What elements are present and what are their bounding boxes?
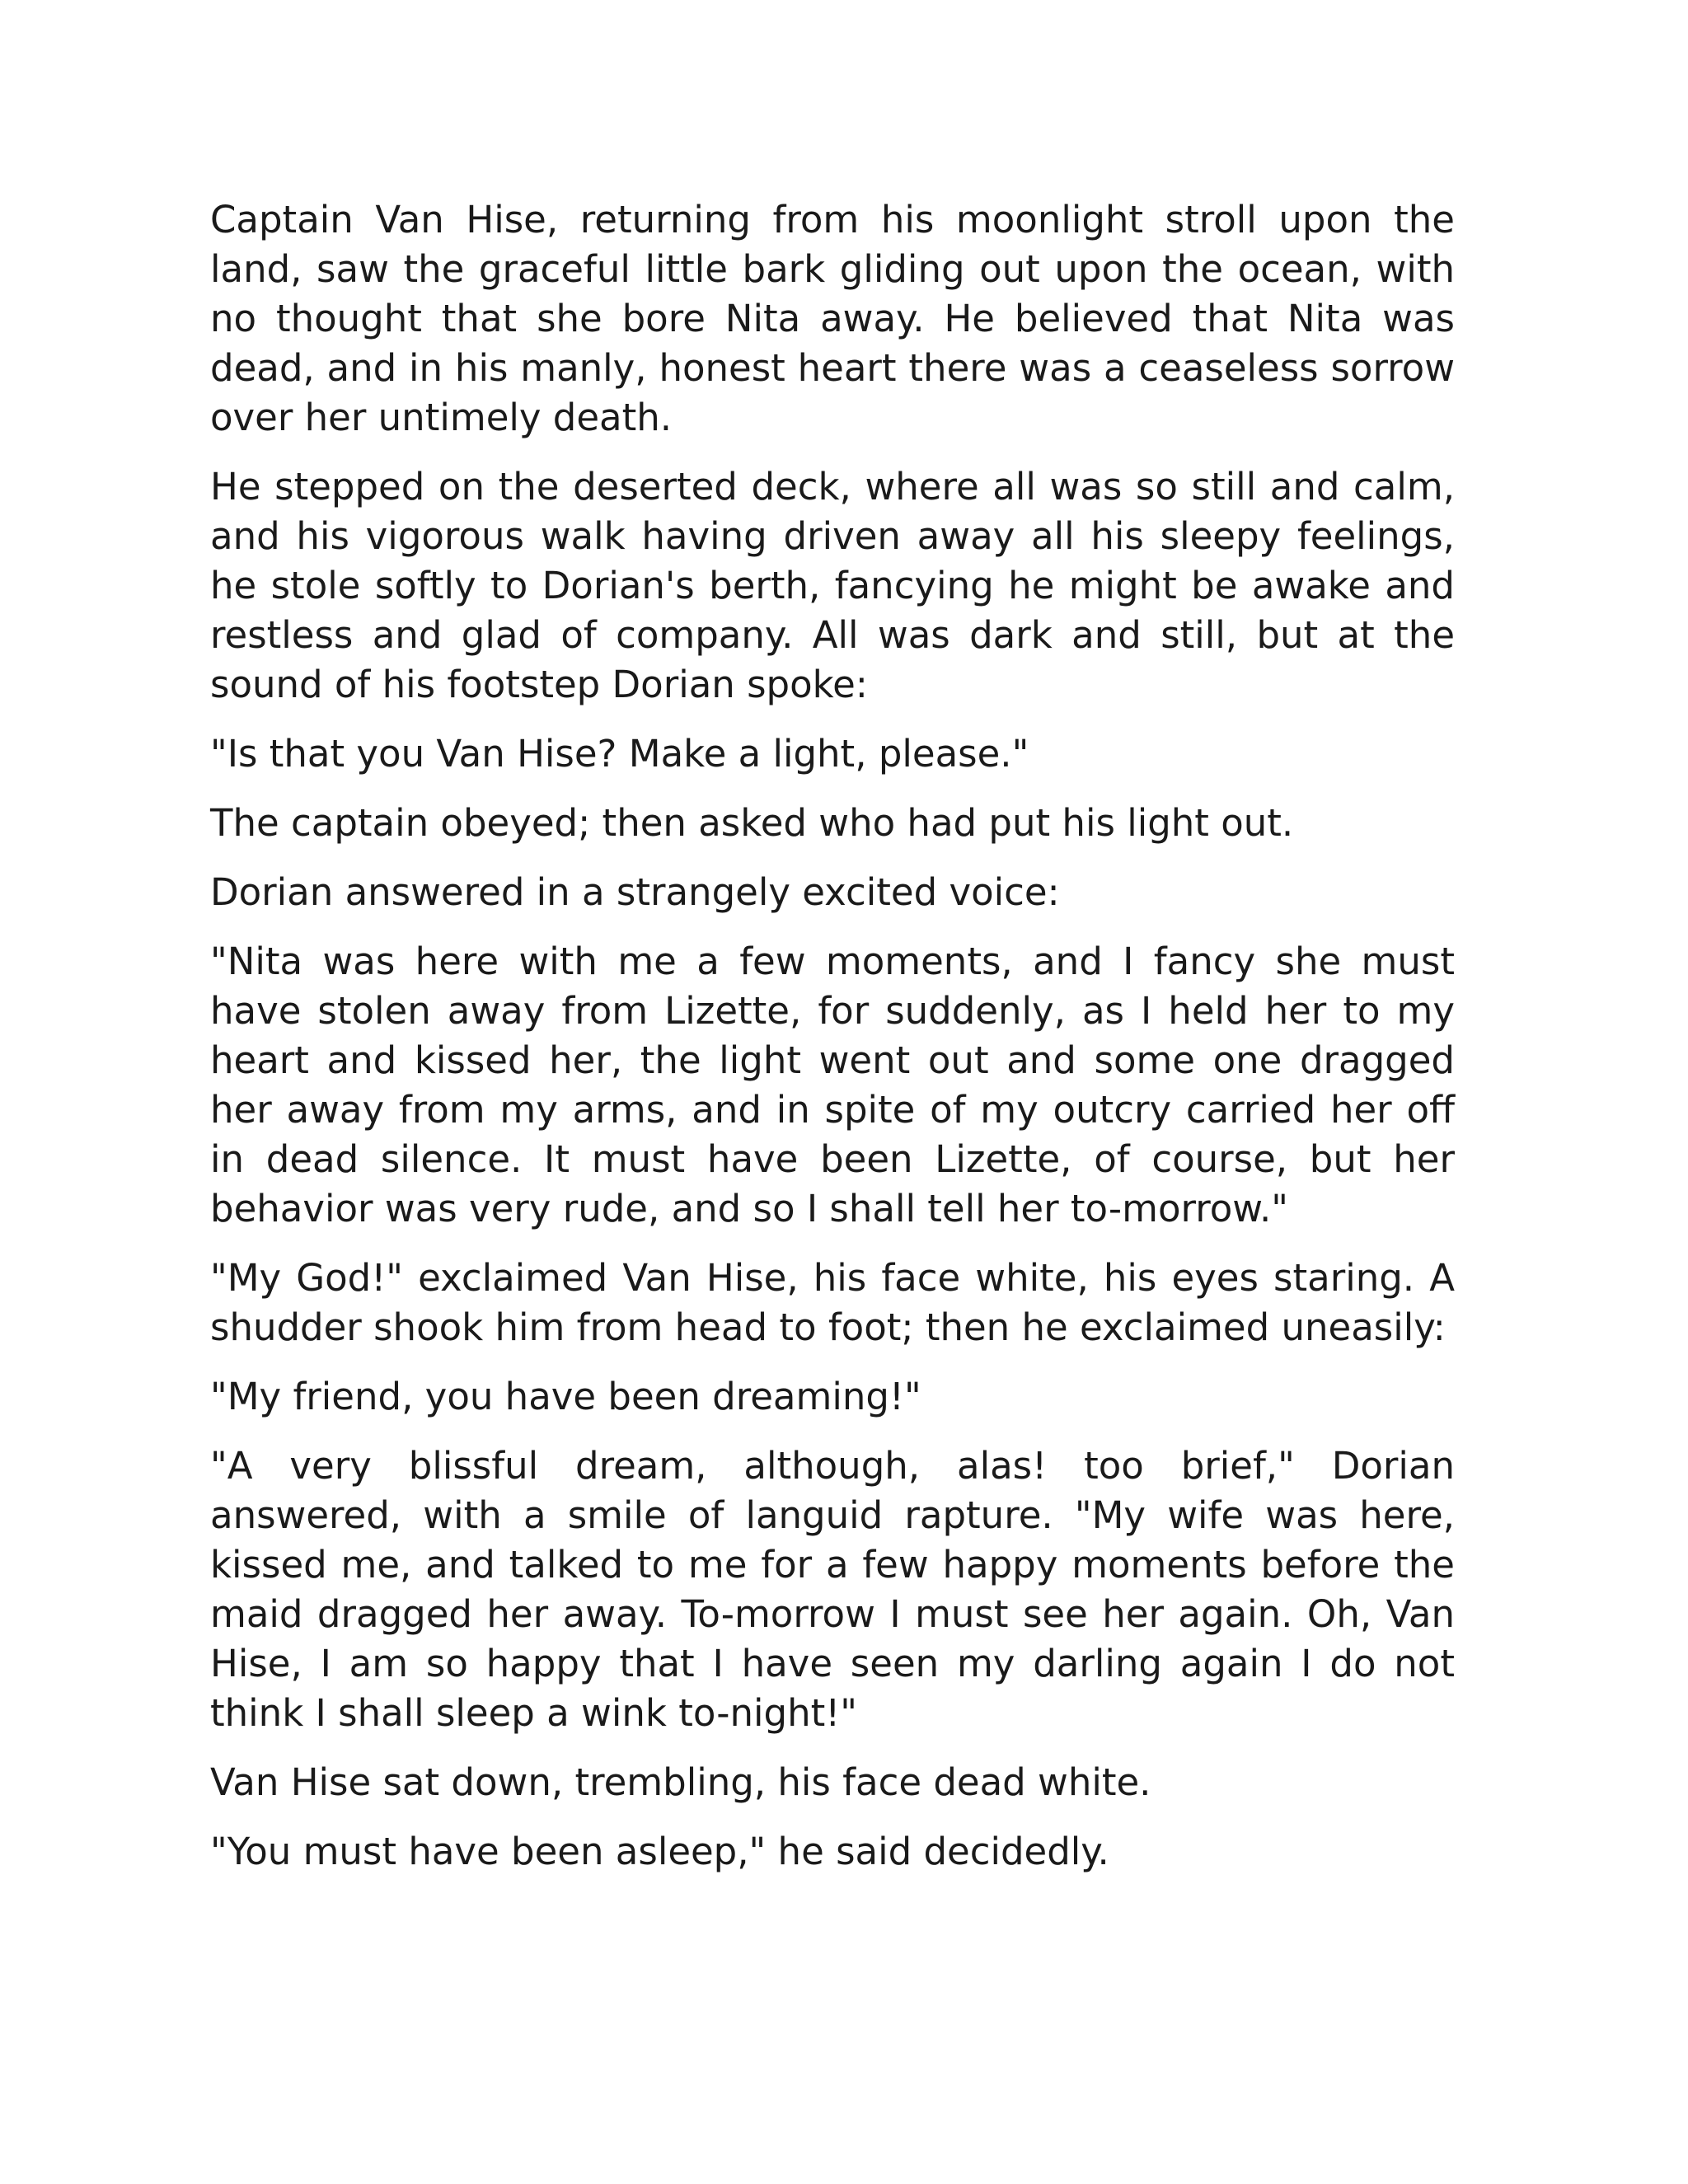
paragraph-5: Dorian answered in a strangely excited voice: <box>210 870 1060 914</box>
paragraph-4: The captain obeyed; then asked who had put his light out. <box>210 801 1294 845</box>
paragraph-8: "My friend, you have been dreaming!" <box>210 1375 921 1418</box>
paragraph-3: "Is that you Van Hise? Make a light, please." <box>210 732 1029 776</box>
document-page <box>210 195 1455 1896</box>
paragraph-11: "You must have been asleep," he said decidedly. <box>210 1830 1109 1873</box>
paragraph-7: "My God!" exclaimed Van Hise, his face white, his eyes staring. A shudder shook him from head to foot; then he exclaimed uneasily: <box>210 1256 1455 1349</box>
paragraph-1: Captain Van Hise, returning from his moonlight stroll upon the land, saw the graceful little bark gliding out upon the ocean, with no thought that she bore Nita away. He believed that Nita was dead, and in his manly, honest heart there was a ceaseless sorrow over her untimely death. <box>210 198 1455 439</box>
paragraph-10: Van Hise sat down, trembling, his face dead white. <box>210 1760 1151 1804</box>
paragraph-6: "Nita was here with me a few moments, and I fancy she must have stolen away from Lizette, for suddenly, as I held her to my heart and kissed her, the light went out and some one dragged her away from my arms, and in spite of my outcry carried her off in dead silence. It must have been Lizette, of course, but her behavior was very rude, and so I shall tell her to-morrow." <box>210 940 1455 1230</box>
paragraph-9: "A very blissful dream, although, alas! too brief," Dorian answered, with a smile of languid rapture. "My wife was here, kissed me, and talked to me for a few happy moments before the maid dragged her away. To-morrow I must see her again. Oh, Van Hise, I am so happy that I have seen my darling again I do not think I shall sleep a wink to-night!" <box>210 1444 1455 1735</box>
paragraph-2: He stepped on the deserted deck, where all was so still and calm, and his vigorous walk having driven away all his sleepy feelings, he stole softly to Dorian's berth, fancying he might be awake and restless and glad of company. All was dark and still, but at the sound of his footstep Dorian spoke: <box>210 465 1455 706</box>
